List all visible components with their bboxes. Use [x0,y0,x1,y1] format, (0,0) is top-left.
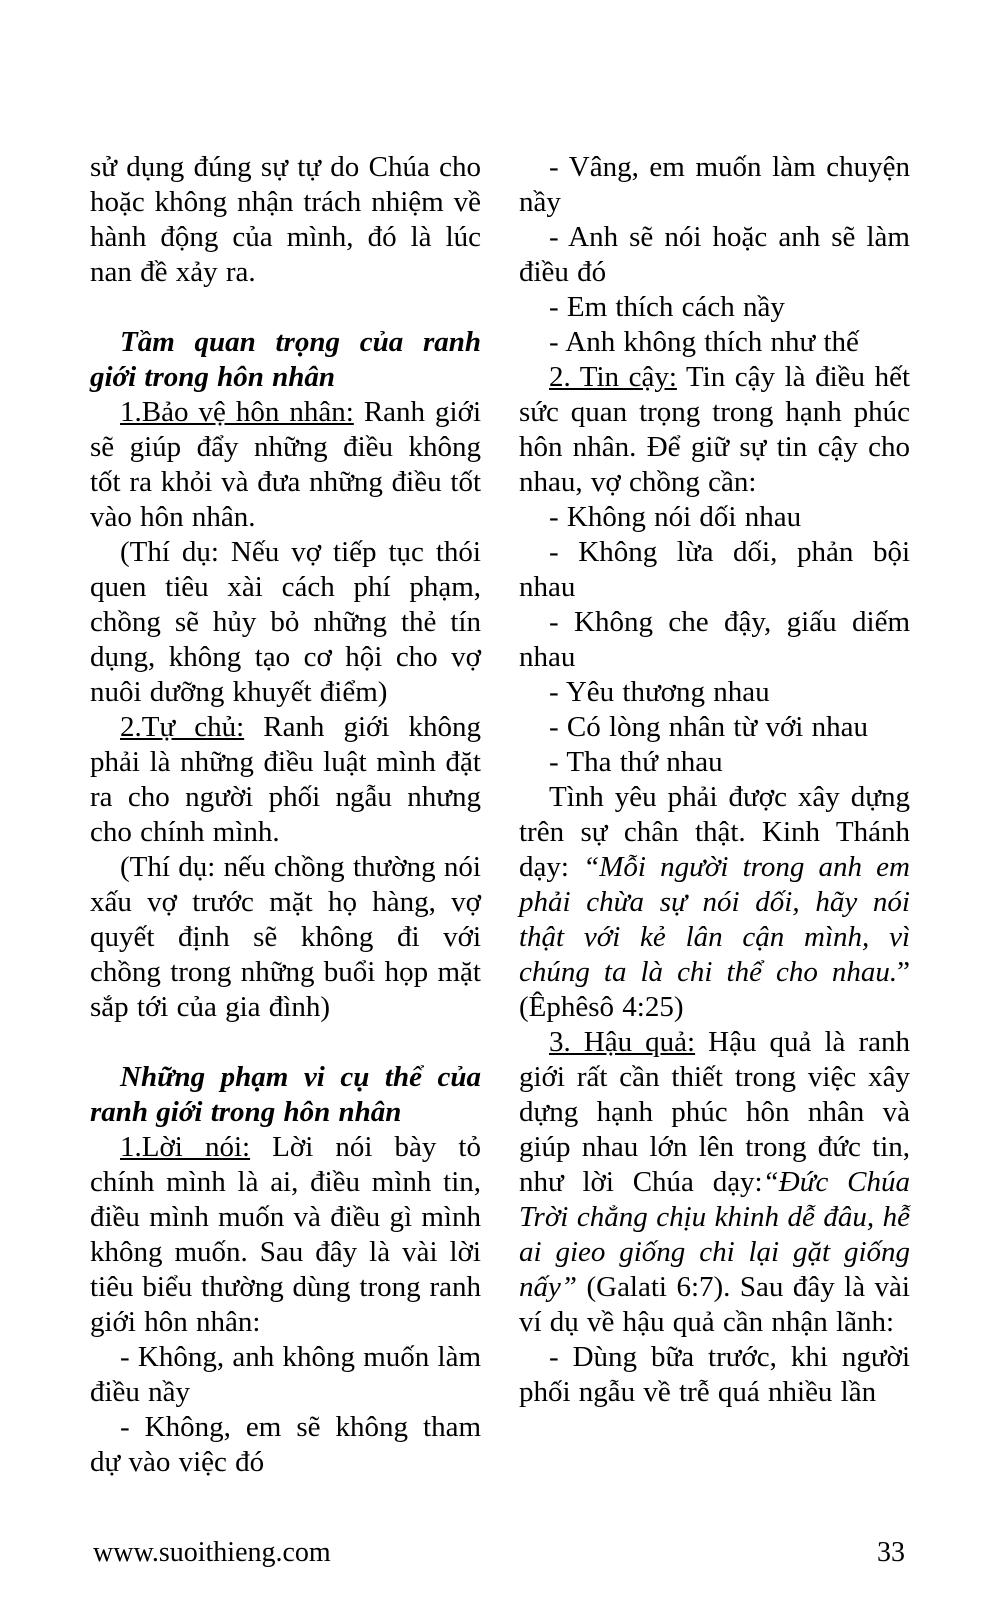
text-run: (Thí dụ: nếu chồng thường nói xấu vợ trước mặt họ hàng, vợ quyết định sẽ không đi với chồng trong những buổi họp mặt sắp tới của gia đình) [90,851,481,1023]
underlined-term: 1.Bảo vệ hôn nhân: [120,396,354,428]
text-run: - Không nói dối nhau [549,501,802,533]
list-item [90,1410,481,1480]
list-item [519,220,910,290]
text-run: - Có lòng nhân từ với nhau [549,711,868,743]
footer-url: www.suoithieng.com [93,1537,331,1568]
paragraph [90,535,481,710]
list-item [519,500,910,535]
section-heading [90,1060,481,1130]
two-column-layout [90,150,910,1480]
text-run: Hậu quả là ranh giới rất cần thiết trong việc xây dựng hạnh phúc hôn nhân và giúp nhau lớn lên trong đức tin, như lời Chúa dạy: [519,1026,910,1198]
text-run: Lời nói bày tỏ chính mình là ai, điều mình tin, điều mình muốn và điều gì mình không muốn. Sau đây là vài lời tiêu biểu thường dùng trong ranh giới hôn nhân: [90,1131,481,1338]
list-item [519,745,910,780]
list-item [519,675,910,710]
text-run: - Vâng, em muốn làm chuyện nầy [519,151,910,218]
text-run: Tình yêu phải được xây dựng trên sự chân thật. Kinh Thánh dạy: [519,781,910,883]
text-run: - Không, anh không muốn làm điều nầy [90,1341,482,1408]
underlined-term: 2.Tự chủ: [120,711,245,743]
page-number: 33 [877,1537,905,1568]
text-run: - Yêu thương nhau [549,676,770,708]
list-item [519,710,910,745]
text-run: - Anh không thích như thế [549,326,859,358]
paragraph [90,150,481,290]
paragraph [90,395,481,535]
text-run: (Thí dụ: Nếu vợ tiếp tục thói quen tiêu xài cách phí phạm, chồng sẽ hủy bỏ những thẻ tín dụng, không tạo cơ hội cho vợ nuôi dưỡng khuyết điểm) [90,536,481,708]
text-run: Ranh giới sẽ giúp đẩy những điều không tốt ra khỏi và đưa những điều tốt vào hôn nhân. [90,396,482,533]
paragraph [519,1025,910,1340]
text-run: ” (Êphêsô 4:25) [519,956,910,1023]
text-run: - Không lừa dối, phản bội nhau [519,536,910,603]
right-column [519,150,910,1480]
text-run: Ranh giới không phải là những điều luật mình đặt ra cho người phối ngẫu nhưng cho chính mình. [90,711,481,848]
page-footer [93,1538,905,1568]
list-item [519,1340,910,1410]
text-run: (Galati 6:7). Sau đây là vài ví dụ về hậu quả cần nhận lãnh: [519,1271,910,1338]
paragraph [90,1130,481,1340]
text-run: - Em thích cách nầy [549,291,785,323]
list-item [519,535,910,605]
list-item [519,150,910,220]
text-run: - Anh sẽ nói hoặc anh sẽ làm điều đó [519,221,910,288]
paragraph [519,360,910,500]
text-run: Những phạm vi cụ thể của ranh giới trong hôn nhân [90,1061,481,1128]
paragraph [90,850,481,1025]
paragraph [90,710,481,850]
text-run: - Dùng bữa trước, khi người phối ngẫu về trễ quá nhiều lần [519,1341,910,1408]
list-item [519,290,910,325]
scripture-quote: “Đức Chúa Trời chẳng chịu khinh dễ đâu, hễ ai gieo giống chi lại gặt giống nấy” [519,1166,910,1303]
text-run: - Không che đậy, giấu diếm nhau [519,606,910,673]
paragraph [519,780,910,1025]
text-run: - Không, em sẽ không tham dự vào việc đó [90,1411,481,1478]
text-run: sử dụng đúng sự tự do Chúa cho hoặc không nhận trách nhiệm về hành động của mình, đó là lúc nan đề xảy ra. [90,151,481,288]
underlined-term: 3. Hậu quả: [549,1026,696,1058]
underlined-term: 2. Tin cậy: [549,361,677,393]
list-item [90,1340,481,1410]
scripture-quote: “Mỗi người trong anh em phải chừa sự nói dối, hãy nói thật với kẻ lân cận mình, vì chúng ta là chi thể cho nhau. [519,851,910,988]
list-item [519,325,910,360]
list-item [519,605,910,675]
text-run: Tầm quan trọng của ranh giới trong hôn nhân [90,326,481,393]
section-heading [90,325,481,395]
left-column [90,150,481,1480]
underlined-term: 1.Lời nói: [120,1131,251,1163]
text-run: - Tha thứ nhau [549,746,723,778]
text-run: Tin cậy là điều hết sức quan trọng trong hạnh phúc hôn nhân. Để giữ sự tin cậy cho nhau, vợ chồng cần: [519,361,911,498]
